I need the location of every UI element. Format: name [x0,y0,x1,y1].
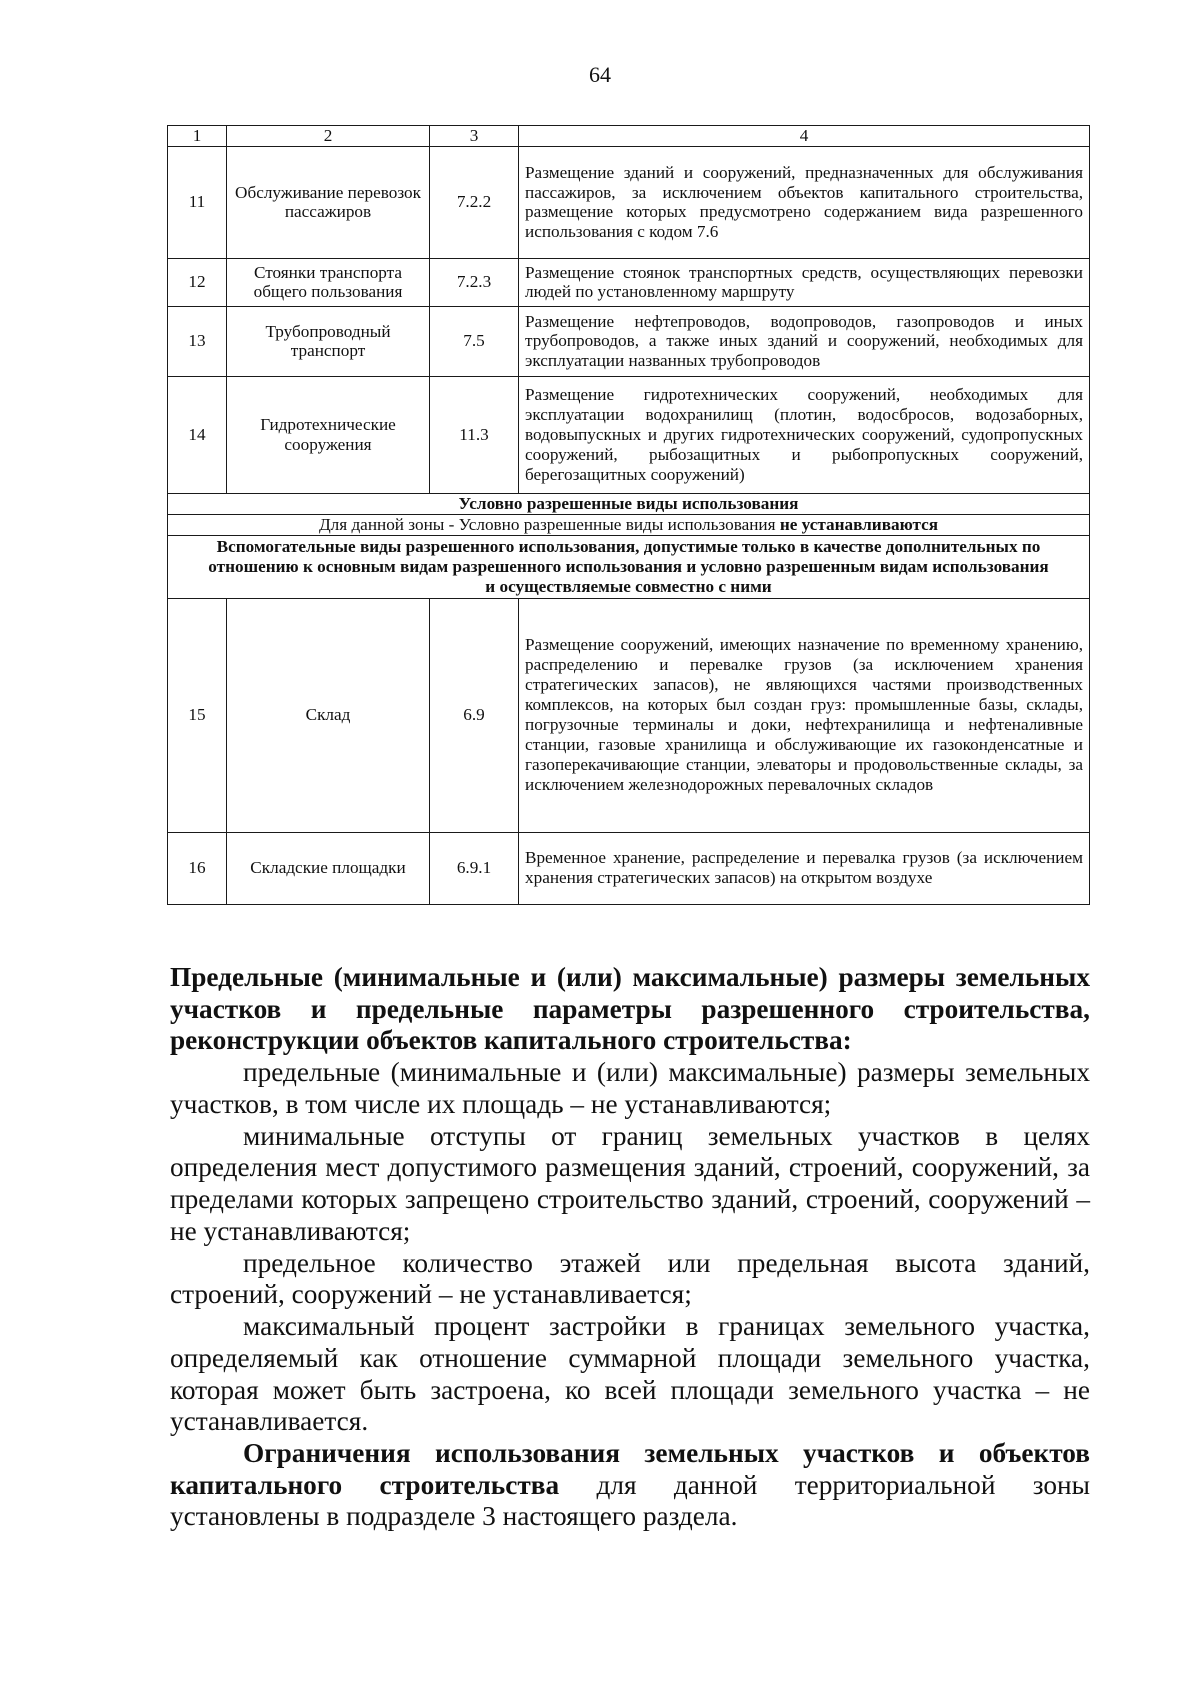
page-number: 64 [589,62,611,87]
row-number: 15 [168,598,227,832]
restrictions-text: для данной территориальной зоны установлены в подразделе 3 настоящего раздела. [170,1469,1091,1532]
row-number: 12 [168,258,227,306]
use-type-code: 6.9 [430,598,519,832]
use-type-code: 11.3 [430,376,519,493]
header-col-4: 4 [519,126,1090,147]
row-number: 16 [168,832,227,904]
header-col-1: 1 [168,126,227,147]
parameter-paragraph: предельные (минимальные и (или) максимальные) размеры земельных участков, в том числе их площадь – не устанавливаются; [170,1057,1090,1119]
table-row [168,306,1090,376]
conditional-note-text: Для данной зоны - Условно разрешенные виды использования [318,514,780,534]
table-row [168,832,1090,904]
row-number: 13 [168,306,227,376]
use-type-code: 7.2.2 [430,146,519,258]
use-type-description: Размещение нефтепроводов, водопроводов, газопроводов и иных трубопроводов, а также иных зданий и сооружений, необходимых для эксплуатации названных трубопроводов [519,306,1090,376]
use-type-code: 7.5 [430,306,519,376]
row-number: 14 [168,376,227,493]
parameter-paragraph: минимальные отступы от границ земельных участков в целях определения мест допустимого размещения зданий, строений, сооружений, за пределами которых запрещено строительство зданий, строений, сооружений – не устанавливаются; [170,1120,1090,1246]
auxiliary-uses-heading-row [168,535,1090,598]
use-type-description: Временное хранение, распределение и перевалка грузов (за исключением хранения стратегических запасов) на открытом воздухе [519,832,1090,904]
header-col-3: 3 [430,126,519,147]
table-row [168,258,1090,306]
use-type-name: Стоянки транспорта общего пользования [227,258,430,306]
use-type-description: Размещение гидротехнических сооружений, необходимых для эксплуатации водохранилищ (плотин, водосбросов, водозаборных, водовыпускных и других гидротехнических сооружений, судопропускных сооружений, рыбозащитных и рыбопропускных сооружений, берегозащитных сооружений) [519,376,1090,493]
conditional-uses-heading: Условно разрешенные виды использования [168,493,1090,514]
use-type-description: Размещение сооружений, имеющих назначение по временному хранению, распределению и перевалке грузов (за исключением хранения стратегических запасов), не являющихся частями производственных комплексов, на которых был создан груз: промышленные базы, склады, погрузочные терминалы и доки, нефтехранилища и нефтеналивные станции, газовые хранилища и обслуживающие их газоконденсатные и газоперекачивающие станции, элеваторы и продовольственные склады, за исключением железнодорожных перевалочных складов [519,598,1090,832]
permitted-use-table [167,125,1090,905]
use-type-name: Склад [227,598,430,832]
conditional-uses-heading-row [168,493,1090,514]
parameter-paragraph: предельное количество этажей или предельная высота зданий, строений, сооружений – не устанавливается; [170,1247,1090,1310]
table-row [168,598,1090,832]
restrictions-bold-text: Ограничения использования земельных участков и объектов капитального строительства [170,1438,1090,1500]
use-type-name: Гидротехнические сооружения [227,376,430,493]
parameters-section [170,962,1090,1533]
parameters-heading: Предельные (минимальные и (или) максимальные) размеры земельных участков и предельные параметры разрешенного строительства, реконструкции объектов капитального строительства: [170,962,1090,1056]
use-type-name: Трубопроводный транспорт [227,306,430,376]
header-col-2: 2 [227,126,430,147]
use-type-name: Обслуживание перевозок пассажиров [227,146,430,258]
use-type-description: Размещение стоянок транспортных средств, осуществляющих перевозки людей по установленному маршруту [519,258,1090,306]
parameter-paragraph: максимальный процент застройки в границах земельного участка, определяемый как отношение суммарной площади земельного участка, которая может быть застроена, ко всей площади земельного участка – не устанавливается. [170,1311,1090,1437]
use-type-description: Размещение зданий и сооружений, предназначенных для обслуживания пассажиров, за исключением объектов капитального строительства, размещение которых предусмотрено содержанием вида разрешенного использования с кодом 7.6 [519,146,1090,258]
use-type-code: 7.2.3 [430,258,519,306]
conditional-note-status: не устанавливаются [779,514,939,534]
conditional-uses-note [168,514,1090,535]
table-header-row [168,126,1090,147]
table-row [168,376,1090,493]
auxiliary-uses-heading: Вспомогательные виды разрешенного использования, допустимые только в качестве дополнительных по отношению к основным видам разрешенного использования и условно разрешенным видам использования и осуществляемые совместно с ними [168,535,1090,598]
table-row [168,146,1090,258]
use-type-code: 6.9.1 [430,832,519,904]
row-number: 11 [168,146,227,258]
use-type-name: Складские площадки [227,832,430,904]
conditional-uses-note-row [168,514,1090,535]
restrictions-paragraph [170,1438,1090,1533]
